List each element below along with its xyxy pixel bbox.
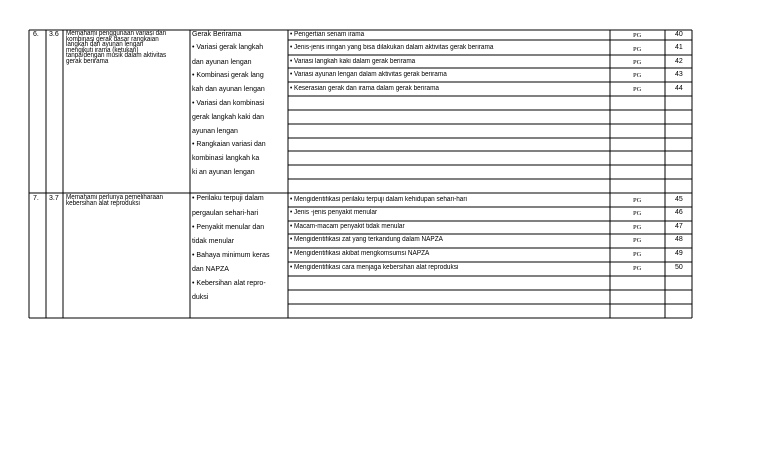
indicator-text: • Jenis -jenis penyakit menular (290, 209, 378, 216)
bentuk-tes: PG (633, 224, 642, 231)
materi-item: dan ayunan lengan (192, 59, 252, 66)
question-number: 40 (675, 31, 683, 38)
indicator-text: • Jenis-jenis iringan yang bisa dilakukan dalam aktivitas gerak berirama (290, 44, 494, 51)
materi-item: kah dan ayunan lengan (192, 86, 265, 93)
materi-item: pergaulan sehari-hari (192, 210, 259, 217)
indicator-text: • Pengertian senam irama (290, 31, 365, 38)
bentuk-tes: PG (633, 210, 642, 217)
kd-line: mengikuti irama (ketukan) (66, 46, 139, 54)
question-number: 47 (675, 223, 683, 230)
indicator-text: • Variasi ayunan lengan dalam aktivitas gerak berirama (290, 71, 447, 78)
materi-item: dan NAPZA (192, 266, 229, 273)
question-number: 46 (675, 209, 683, 216)
materi-item: • Bahaya minimum keras (192, 252, 270, 259)
indicator-text: • Macam-macam penyakit tidak menular (290, 223, 405, 230)
kd-line: Memahami penggunaan variasi dan (66, 30, 167, 37)
question-number: 42 (675, 58, 683, 65)
row-number: 6. (33, 31, 39, 38)
question-number: 44 (675, 85, 683, 92)
materi-item: kombinasi langkah ka (192, 155, 260, 162)
question-number: 41 (675, 44, 683, 51)
question-number: 43 (675, 71, 683, 78)
bentuk-tes: PG (633, 32, 642, 39)
indicator-text: • Mengidentifikasi perilaku terpuji dalam kehidupan sehari-hari (290, 196, 467, 203)
bentuk-tes: PG (633, 72, 642, 79)
bentuk-tes: PG (633, 251, 642, 258)
materi-item: • Kebersihan alat repro- (192, 280, 266, 287)
materi-item: ki an ayunan lengan (192, 169, 255, 176)
question-number: 50 (675, 264, 683, 271)
kd-line: kebersihan alat reproduksi (66, 199, 140, 207)
indicator-text: • Mengidentifikasi zat yang terkandung dalam NAPZA (290, 236, 443, 243)
kd-line: Memahami perlunya pemeliharaan (66, 194, 164, 201)
materi-item: tidak menular (192, 238, 235, 245)
kd-line: gerak berirama (66, 57, 109, 65)
materi-item: • Penyakit menular dan (192, 224, 265, 231)
kd-line: tanpa/dengan musik dalam aktivitas (66, 52, 167, 60)
kd-code: 3.7 (49, 195, 59, 202)
materi-item: • Rangkaian variasi dan (192, 141, 266, 148)
bentuk-tes: PG (633, 59, 642, 66)
kd-description (66, 31, 181, 65)
indicator-text: • Mengidentifikasi akibat mengkomsumsi NAPZA (290, 250, 430, 257)
kd-line: langkah dan ayunan lengan (66, 41, 144, 49)
bentuk-tes: PG (633, 265, 642, 272)
indicator-text: • Variasi langkah kaki dalam gerak berirama (290, 58, 416, 65)
indicator-text: • Keserasian gerak dan irama dalam gerak berirama (290, 85, 440, 92)
materi-item: • Kombinasi gerak lang (192, 72, 264, 79)
bentuk-tes: PG (633, 237, 642, 244)
bentuk-tes: PG (633, 86, 642, 93)
indicator-text: • Mengidentifikasi cara menjaga kebersihan alat reproduksi (290, 264, 459, 271)
question-number: 45 (675, 196, 683, 203)
materi-item: gerak langkah kaki dan (192, 114, 264, 121)
materi-item: ayunan lengan (192, 128, 238, 135)
bentuk-tes: PG (633, 46, 642, 53)
question-number: 49 (675, 250, 683, 257)
question-number: 48 (675, 236, 683, 243)
materi-item: duksi (192, 294, 209, 301)
bentuk-tes: PG (633, 197, 642, 204)
kd-description (66, 195, 181, 206)
materi-title: Gerak Berirama (192, 31, 242, 38)
materi-item: • Variasi dan kombinasi (192, 100, 265, 107)
kd-line: kombinasi gerak dasar rangkaian (66, 35, 159, 43)
materi-item: • Variasi gerak langkah (192, 44, 264, 51)
row-number: 7. (33, 195, 39, 202)
kd-code: 3.6 (49, 31, 59, 38)
materi-item: • Perilaku terpuji dalam (192, 195, 264, 202)
